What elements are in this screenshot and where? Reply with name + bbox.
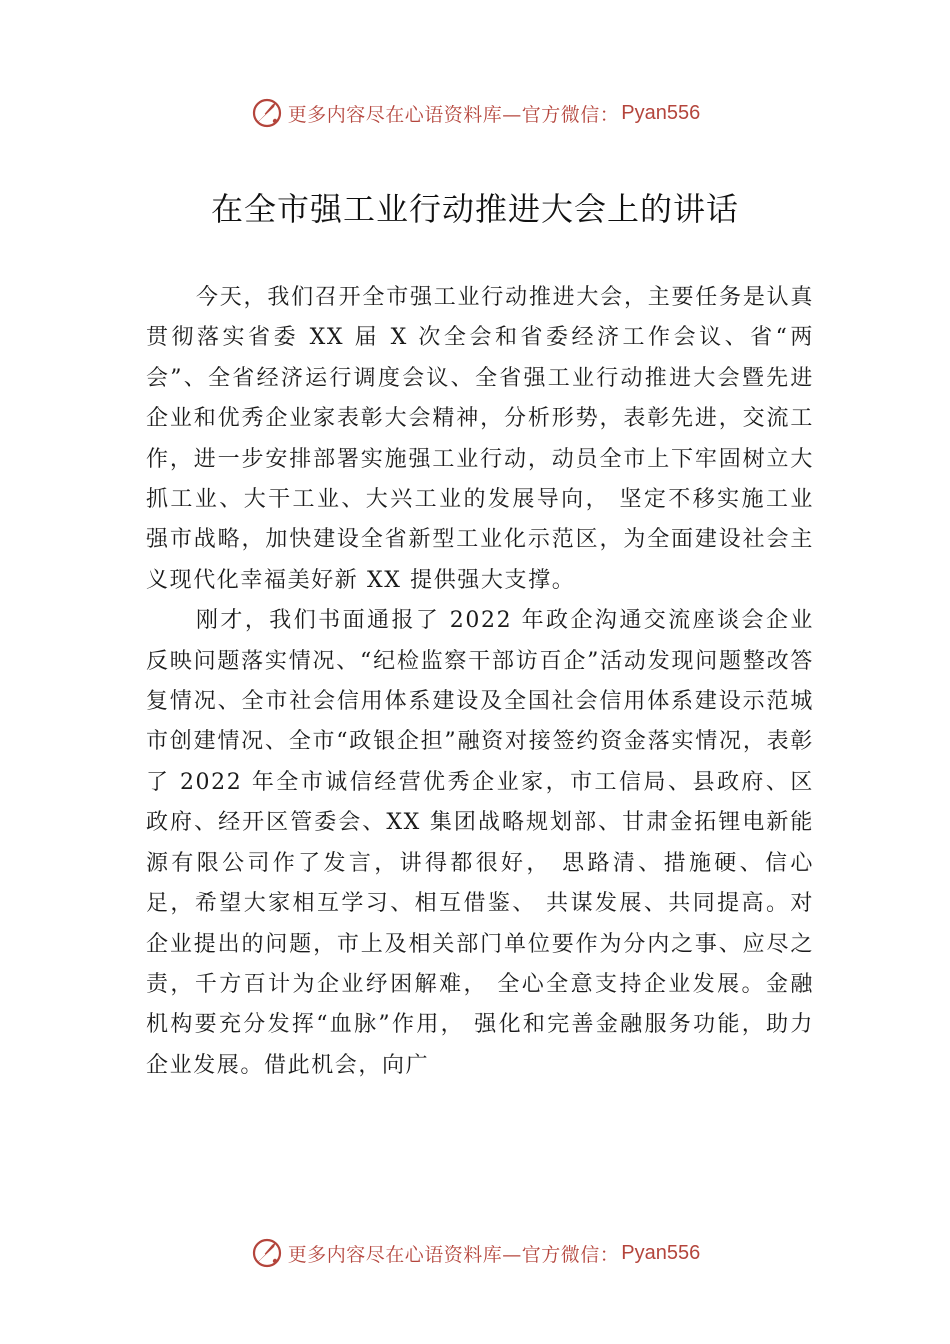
quill-logo-icon xyxy=(250,96,284,130)
paragraph: 今天，我们召开全市强工业行动推进大会，主要任务是认真贯彻落实省委 XX 届 X 次全会和省委经济工作会议、省“两会”、全省经济运行调度会议、全省强工业行动推进大会暨先进企业和优秀企业家表彰大会精神，分析形势，表彰先进，交流工作，进一步安排部署实施强工业行动，动员全市上下牢固树立大抓工业、大干工业、大兴工业的发展导向， 坚定不移实施工业强市战略，加快建设全省新型工业化示范区，为全面建设社会主义现代化幸福美好新 XX 提供强大支撑。 xyxy=(146,285,814,593)
wechat-account: Pyan556 xyxy=(621,1241,701,1264)
quill-logo-icon xyxy=(250,1236,284,1270)
document-body xyxy=(146,278,814,1086)
banner-text: 更多内容尽在心语资料库—官方微信： xyxy=(287,1243,620,1266)
paragraph: 刚才，我们书面通报了 2022 年政企沟通交流座谈会企业反映问题落实情况、“纪检监察干部访百企”活动发现问题整改答复情况、全市社会信用体系建设及全国社会信用体系建设示范城市创建情况、全市“政银企担”融资对接签约资金落实情况，表彰了 2022 年全市诚信经营优秀企业家，市工信局、县政府、区政府、经开区管委会、XX 集团战略规划部、甘肃金拓锂电新能源有限公司作了发言，讲得都很好， 思路清、措施硬、信心足，希望大家相互学习、相互借鉴、 共谋发展、共同提高。对企业提出的问题，市上及相关部门单位要作为分内之事、应尽之责，千方百计为企业纾困解难， 全心全意支持企业发展。金融机构要充分发挥“血脉”作用， 强化和完善金融服务功能，助力企业发展。借此机会，向广 xyxy=(146,608,814,1078)
header-banner xyxy=(0,93,950,133)
document-title: 在全市强工业行动推进大会上的讲话 xyxy=(210,190,739,228)
wechat-account: Pyan556 xyxy=(621,101,701,124)
footer-banner xyxy=(0,1233,950,1273)
banner-text: 更多内容尽在心语资料库—官方微信： xyxy=(287,103,620,126)
